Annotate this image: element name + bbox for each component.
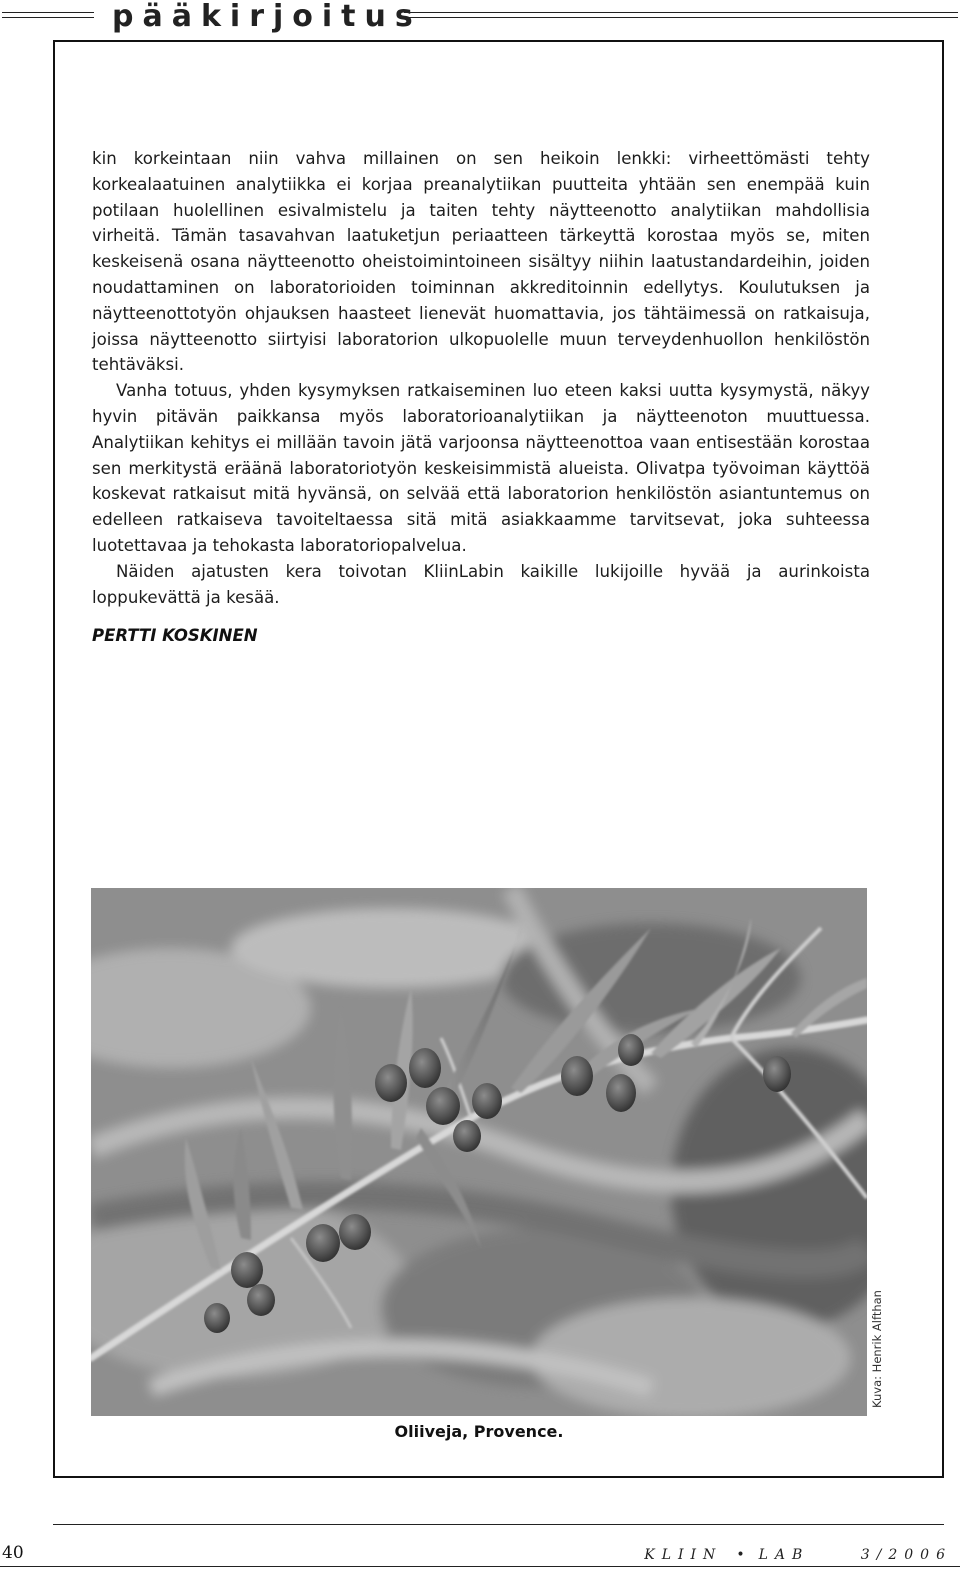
author-signature: PERTTI KOSKINEN [92, 626, 258, 645]
paragraph-1: kin korkeintaan niin vahva millainen on sen heikoin lenkki: virheettömästi tehty korkealaatuinen analytiikka ei korjaa preanalytiikan puutteita yhtään sen enempää kuin potilaan huolellinen esivalmistelu ja taiten tehty näytteenotto analytiikan mahdollisia virheitä. Tämän tasavahvan laatuketjun periaatteen tärkeyttä korostaa myös se, miten keskeisenä osana näytteenotto oheistoimintoineen sisältyy niihin laatustandardeihin, joiden noudattaminen on laboratorioiden toiminnan akkreditoinnin edellytys. Koulutuksen ja näytteenottotyön ohjauksen haasteet lienevät huomattavia, jos tähtäimessä on ratkaisuja, joissa näytteenotto siirtyisi laboratorion ulkopuolelle muun terveydenhuollon henkilöstön tehtäväksi. [92, 149, 870, 375]
section-title: pääkirjoitus [112, 0, 422, 34]
journal-name: KLIIN [644, 1547, 723, 1563]
article-body [92, 146, 870, 610]
footer-bottom-rule [0, 1566, 960, 1567]
header-rule-left [2, 12, 94, 18]
issue-number: 3/2006 [860, 1547, 952, 1563]
photo-caption: Oliiveja, Provence. [394, 1422, 564, 1441]
paragraph-2: Vanha totuus, yhden kysymyksen ratkaiseminen luo eteen kaksi uutta kysymystä, näkyy hyvin pitävän paikkansa myös laboratorioanalytiikan ja näytteenoton muuttuessa. Analytiikan kehitys ei millään tavoin jätä varjoonsa näytteenottoa vaan entisestään korostaa sen merkitystä eräänä laboratoriotyön keskeisimmistä alueista. Olivatpa työvoiman käyttöä koskevat ratkaisut mitä hyvänsä, on selvää että laboratorion henkilöstön asiantuntemus on edelleen ratkaiseva tavoiteltaessa sitä mitä asiakkaamme tarvitsevat, joka suhteessa luotettavaa ja tehokasta laboratoriopalvelua. [92, 381, 870, 555]
page-number: 40 [2, 1543, 24, 1563]
journal-name-lab: LAB [758, 1547, 810, 1563]
journal-footer [644, 1547, 952, 1563]
footer-separator: • [736, 1547, 745, 1563]
footer-rule [53, 1524, 944, 1525]
header-rule-right [404, 12, 958, 18]
olive-branch-photo [91, 888, 867, 1416]
paragraph-3: Näiden ajatusten kera toivotan KliinLabin kaikille lukijoille hyvää ja aurinkoista loppukevättä ja kesää. [92, 561, 870, 607]
photo-credit-text: Kuva: Henrik Alfthan [870, 1290, 884, 1408]
photo-credit [867, 1282, 887, 1416]
